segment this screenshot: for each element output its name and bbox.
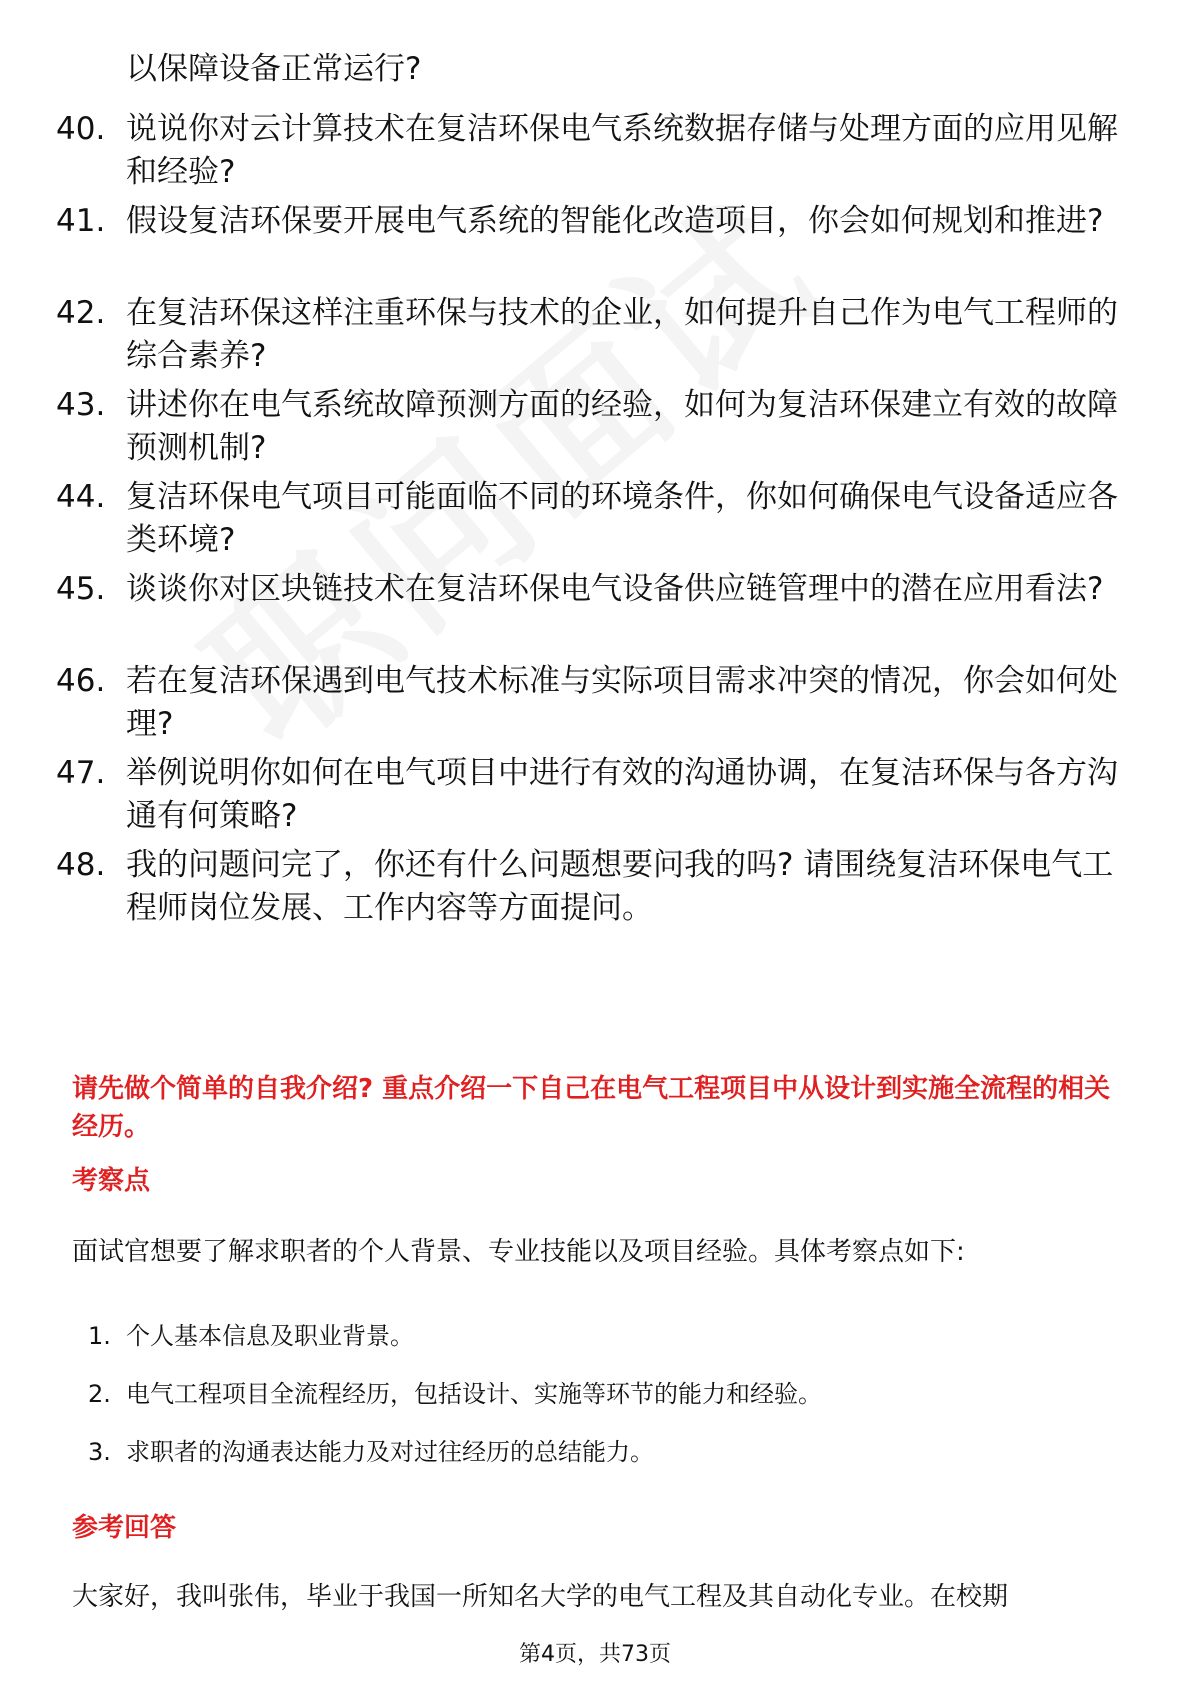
list-item [88, 1378, 1088, 1410]
points-intro: 面试官想要了解求职者的个人背景、专业技能以及项目经验。具体考察点如下: [72, 1237, 965, 1267]
question-number: 44. [56, 479, 106, 515]
section-heading-points: 考察点 [72, 1166, 151, 1196]
question-text: 以保障设备正常运行? [126, 51, 422, 87]
list-text: 个人基本信息及职业背景。 [126, 1322, 414, 1350]
question-item [56, 752, 1126, 838]
question-item [56, 292, 1126, 378]
section-heading-answer: 参考回答 [72, 1513, 177, 1543]
question-number: 40. [56, 111, 106, 147]
question-number: 45. [56, 571, 106, 607]
list-number: 3. [88, 1438, 111, 1466]
question-item [56, 384, 1126, 470]
question-number: 47. [56, 755, 106, 791]
question-number: 43. [56, 387, 106, 423]
question-item [56, 200, 1126, 243]
list-text: 求职者的沟通表达能力及对过往经历的总结能力。 [126, 1438, 654, 1466]
question-text: 若在复洁环保遇到电气技术标准与实际项目需求冲突的情况，你会如何处理? [126, 663, 1118, 742]
question-item [56, 568, 1126, 611]
continuation-line [56, 48, 1126, 91]
question-item [56, 108, 1126, 194]
list-number: 1. [88, 1322, 111, 1350]
question-text: 说说你对云计算技术在复洁环保电气系统数据存储与处理方面的应用见解和经验? [126, 111, 1118, 190]
question-text: 在复洁环保这样注重环保与技术的企业，如何提升自己作为电气工程师的综合素养? [126, 295, 1118, 374]
question-number: 46. [56, 663, 106, 699]
question-number: 42. [56, 295, 106, 331]
question-text: 复洁环保电气项目可能面临不同的环境条件，你如何确保电气设备适应各类环境? [126, 479, 1118, 558]
list-text: 电气工程项目全流程经历，包括设计、实施等环节的能力和经验。 [126, 1380, 822, 1408]
question-text: 假设复洁环保要开展电气系统的智能化改造项目，你会如何规划和推进? [126, 203, 1104, 239]
question-text: 谈谈你对区块链技术在复洁环保电气设备供应链管理中的潜在应用看法? [126, 571, 1104, 607]
answer-text: 大家好，我叫张伟，毕业于我国一所知名大学的电气工程及其自动化专业。在校期 [72, 1582, 1009, 1612]
list-number: 2. [88, 1380, 111, 1408]
question-item [56, 844, 1126, 930]
question-item [56, 476, 1126, 562]
list-item [88, 1320, 1088, 1352]
question-number: 41. [56, 203, 106, 239]
question-number: 48. [56, 847, 106, 883]
page-footer: 第4页，共73页 [519, 1642, 671, 1667]
list-item [88, 1436, 1088, 1468]
question-text: 举例说明你如何在电气项目中进行有效的沟通协调，在复洁环保与各方沟通有何策略? [126, 755, 1118, 834]
featured-question: 请先做个简单的自我介绍? 重点介绍一下自己在电气工程项目中从设计到实施全流程的相关经历。 [72, 1074, 1111, 1142]
question-text: 我的问题问完了，你还有什么问题想要问我的吗? 请围绕复洁环保电气工程师岗位发展、工作内容等方面提问。 [126, 847, 1114, 926]
question-item [56, 660, 1126, 746]
question-text: 讲述你在电气系统故障预测方面的经验，如何为复洁环保建立有效的故障预测机制? [126, 387, 1118, 466]
